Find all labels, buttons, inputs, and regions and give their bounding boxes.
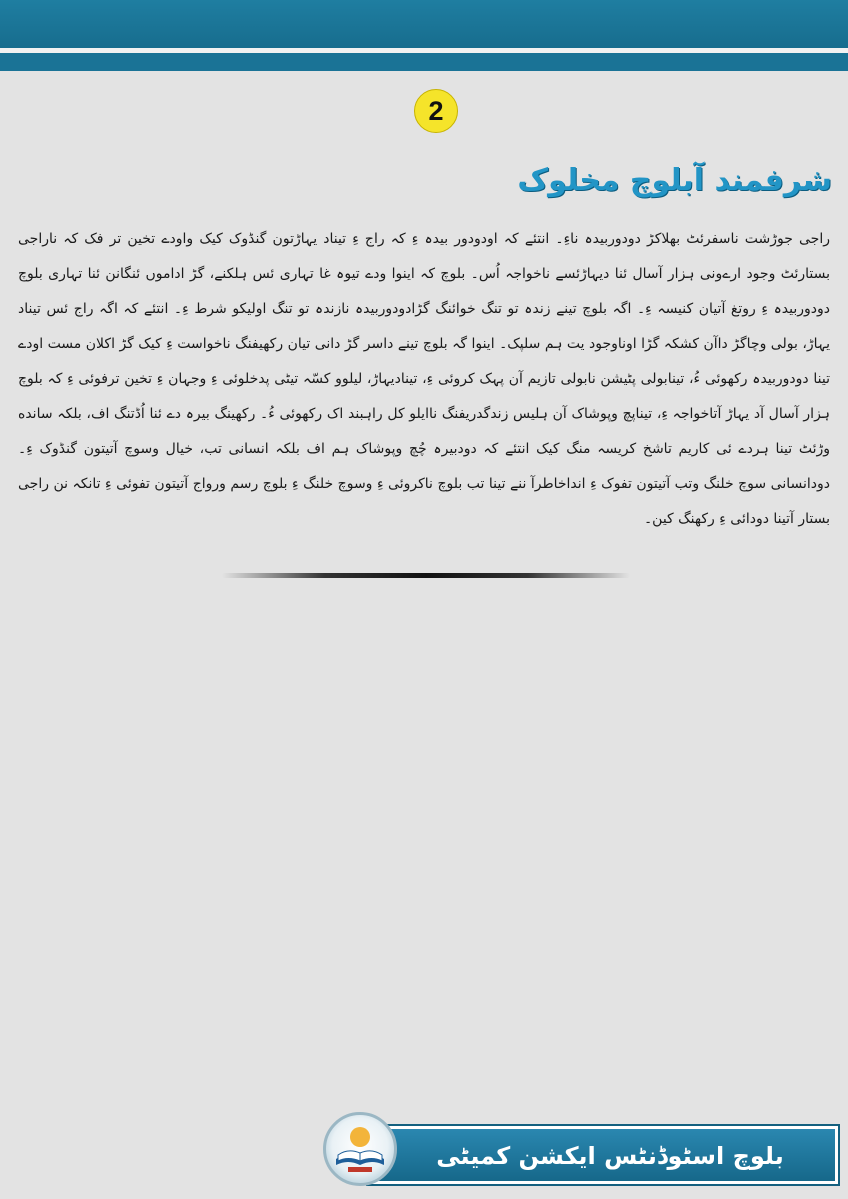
section-divider [222,573,630,578]
header-band [0,0,848,48]
footer-label: بلوچ اسٹوڈنٹس ایکشن کمیٹی [436,1142,784,1170]
header-band-lower [0,53,848,71]
article-title: شرفمند آبلوچ مخلوک [517,163,832,198]
book-logo-icon [323,1112,397,1186]
article-body: راجی جوڑشت ناسفرئٹ بھلاکڑ دودوربیدہ ناءِ۔ انتئے کہ اودودور بیدہ ءِ کہ راج ءِ تیناد یہاڑتون گنڈوک کیک واودے تخین تر فک کہ ناراجی بستارئٹ وجود ارےونی ہزار آسال ئنا دیہاڑئسے ناخواجہ اُس۔ بلوچ کہ اینوا ودے تیوہ غا تہاری ئس ہلکنے، گڑ اداموں ئنگانن ئنا تہاری بلوچ دودوربیدہ ءِ روتغ آتیان کنیسہ ءِ۔ اگہ بلوچ تینے زندہ تو تنگ خوائنگ گڑادودوربیدہ نازندہ تو تنگ اولیکو شرط ءِ۔ انتئے کہ اگہ راج ئس تیناد یہاڑ، بولی وچاگڑ داآن کشکہ گڑا اوناوجود یت ہم سلپک۔ اینوا گہ بلوچ تینے داسر گڑ دانی تیان رکھیفنگ ناخواست ءِ کیک گڑ اکلان مست اودے تینا دودوربیدہ رکھوئی ءُ، تینابولی پٹیشن نابولی تازیم آن پہک کروئی ءِ، تینادیہاڑ، لیلوو کسّہ تیٹی پدخلوئی ءِ وجہان ءِ تخین ترفوئی ءِ کہ بلوچ ہزار آسال آد یہاڑ آتاخواجہ ءِ، تیناپچ وپوشاک آن ہلیس زندگدریفنگ ناایلو کل راہبند اک رکھوئی ءُ۔ رکھینگ بیرہ دے ئنا اُڈتنگ اف، بلکہ سانده وڑئٹ تینا ہردے ئی کاریم تاشخ کریسہ منگ کیک انتئے کہ دودبیرہ چُچ وپوشاک ہم اف بلکہ انسانی تب، خیال وسوچ آتیتون گنڈوک ءِ۔ دودانسانی سوچ خلنگ وتب آتیتون تفوک ءِ انداخاطرآ ننے تینا تب بلوچ ناکروئی ءِ وسوچ خلنگ ءِ بلوچ رسم ورواج آتیتون تفوئی ءِ تانکہ نن راجی بستار آتینا دودائی ءِ رکھنگ کین۔ [18,231,830,527]
page-number-badge: 2 [414,89,458,133]
